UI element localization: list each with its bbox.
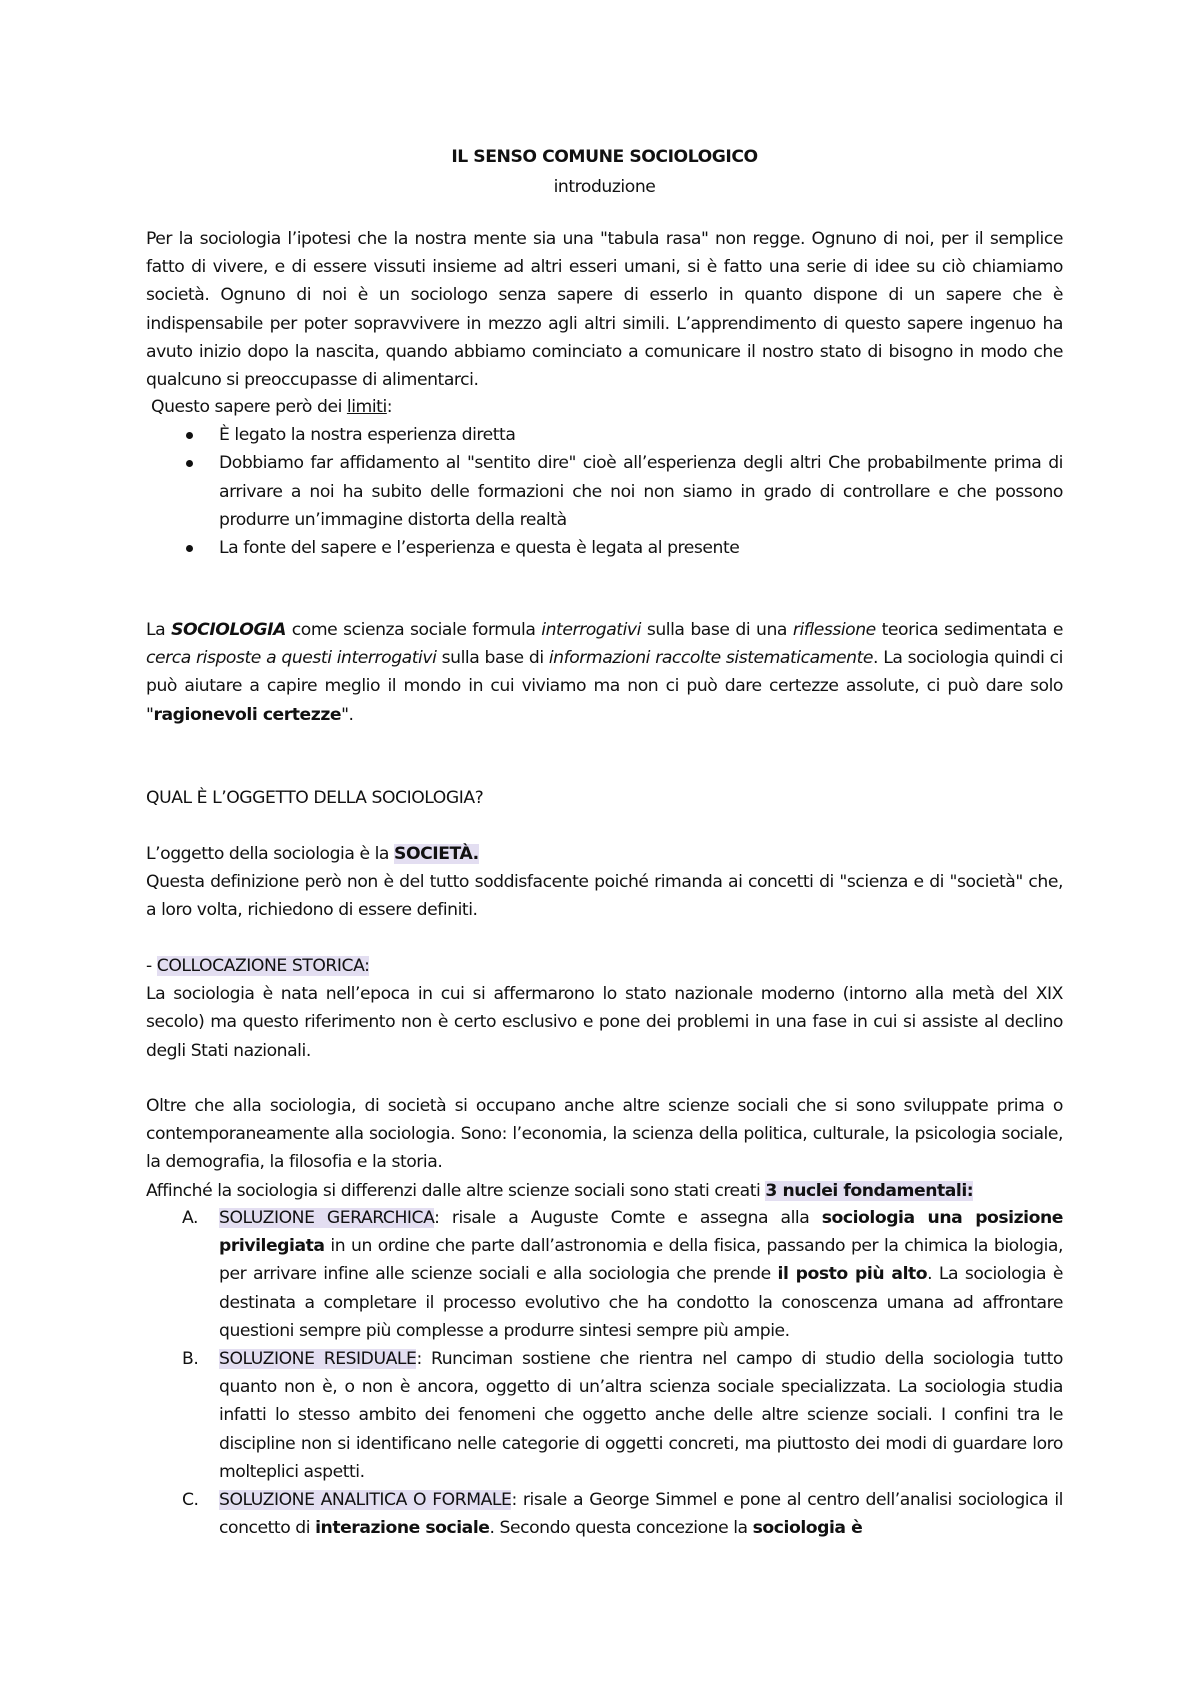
section-heading: QUAL È L’OGGETTO DELLA SOCIOLOGIA? bbox=[146, 788, 484, 808]
list-letter: A. bbox=[182, 1208, 199, 1228]
limits-keyword: limiti bbox=[346, 397, 387, 417]
solutions-list bbox=[146, 1204, 1063, 1542]
solution-heading: SOLUZIONE GERARCHICA bbox=[219, 1208, 435, 1228]
sociologia-keyword: SOCIOLOGIA bbox=[171, 620, 286, 640]
limits-lead: Questo sapere però dei limiti: bbox=[146, 397, 393, 417]
solution-heading: SOLUZIONE ANALITICA O FORMALE bbox=[219, 1490, 512, 1511]
sociology-paragraph: La SOCIOLOGIA come scienza sociale formula interrogativi sulla base di una riflessione teorica sedimentata e cerca risposte a questi interrogativi sulla base di informazioni raccolte sistematicamente. La sociologia quindi ci può aiutare a capire meglio il mondo in cui viviamo ma non ci può dare certezze assolute, ci può dare solo "ragionevoli certezze". bbox=[146, 620, 1064, 725]
document-title: IL SENSO COMUNE SOCIOLOGICO bbox=[451, 147, 758, 167]
list-letter: B. bbox=[182, 1349, 199, 1370]
list-item: B. SOLUZIONE RESIDUALE: Runciman sostiene che rientra nel campo di studio della sociologia tutto quanto non è, o non è ancora, oggetto di un’altra scienza sociale specializzata. La sociologia studia infatti lo stesso ambito dei fenomeni che oggetto anche delle altre scienze sociali. I confini tra le discipline non si identificano nelle categorie di oggetti concreti, ma piuttosto dei modi di guardare loro molteplici aspetti. bbox=[146, 1345, 1063, 1486]
list-item: C. SOLUZIONE ANALITICA O FORMALE: risale a George Simmel e pone al centro dell’analisi sociologica il concetto di interazione sociale. Secondo questa concezione la sociologia è bbox=[146, 1486, 1063, 1542]
bullet-icon bbox=[186, 545, 193, 552]
object-paragraph: L’oggetto della sociologia è la SOCIETÀ. Questa definizione però non è del tutto soddisfacente poiché rimanda ai concetti di "scienza e di "società" che, a loro volta, richiedono di essere definiti. bbox=[146, 844, 1063, 921]
list-item: È legato la nostra esperienza diretta bbox=[146, 421, 1063, 449]
list-item: A. SOLUZIONE GERARCHICA: risale a Auguste Comte e assegna alla sociologia una posizione privilegiata in un ordine che parte dall’astronomia e della fisica, passando per la chimica la biologia, per arrivare infine alle scienze sociali e alla sociologia che prende il posto più alto. La sociologia è destinata a completare il processo evolutivo che ha condotto la conoscenza umana ad affrontare questioni sempre più complesse a produrre sintesi sempre più ampie. bbox=[146, 1204, 1063, 1345]
list-item: La fonte del sapere e l’esperienza e questa è legata al presente bbox=[146, 534, 1063, 562]
limits-section bbox=[146, 393, 1063, 562]
nuclei-keyword: 3 nuclei fondamentali: bbox=[765, 1180, 974, 1201]
solution-heading: SOLUZIONE RESIDUALE bbox=[219, 1349, 417, 1370]
document-subtitle: introduzione bbox=[553, 177, 656, 197]
historical-heading: COLLOCAZIONE STORICA: bbox=[156, 956, 370, 976]
bullet-icon bbox=[186, 432, 193, 439]
societa-keyword: SOCIETÀ. bbox=[394, 844, 479, 864]
other-sciences-section: Oltre che alla sociologia, di società si occupano anche altre scienze sociali che si sono sviluppate prima o contemporaneamente alla sociologia. Sono: l’economia, la scienza della politica, culturale, la psicologia sociale, la demografia, la filosofia e la storia. Affinché la sociologia si differenzi dalle altre scienze sociali sono stati creati 3 nuclei fondamentali: bbox=[146, 1096, 1063, 1201]
list-letter: C. bbox=[182, 1490, 199, 1511]
list-item: Dobbiamo far affidamento al "sentito dire" cioè all’esperienza degli altri Che probabilmente prima di arrivare a noi ha subito delle formazioni che noi non siamo in grado di controllare e che possono produrre un’immagine distorta della realtà bbox=[146, 449, 1063, 534]
limits-list bbox=[146, 421, 1063, 562]
intro-paragraph: Per la sociologia l’ipotesi che la nostra mente sia una "tabula rasa" non regge. Ognuno di noi, per il semplice fatto di vivere, e di essere vissuti insieme ad altri esseri umani, si è fatto una serie di idee su ciò chiamiamo società. Ognuno di noi è un sociologo senza sapere di esserlo in quanto dispone di un sapere che è indispensabile per poter sopravvivere in mezzo agli altri simili. L’apprendimento di questo sapere ingenuo ha avuto inizio dopo la nascita, quando abbiamo cominciato a comunicare il nostro stato di bisogno in modo che qualcuno si preoccupasse di alimentarci. bbox=[146, 229, 1063, 391]
historical-section: - COLLOCAZIONE STORICA: La sociologia è nata nell’epoca in cui si affermarono lo stato nazionale moderno (intorno alla metà del XIX secolo) ma questo riferimento non è certo esclusivo e pone dei problemi in una fase in cui si assiste al declino degli Stati nazionali. bbox=[146, 956, 1063, 1061]
bullet-icon bbox=[186, 460, 193, 467]
